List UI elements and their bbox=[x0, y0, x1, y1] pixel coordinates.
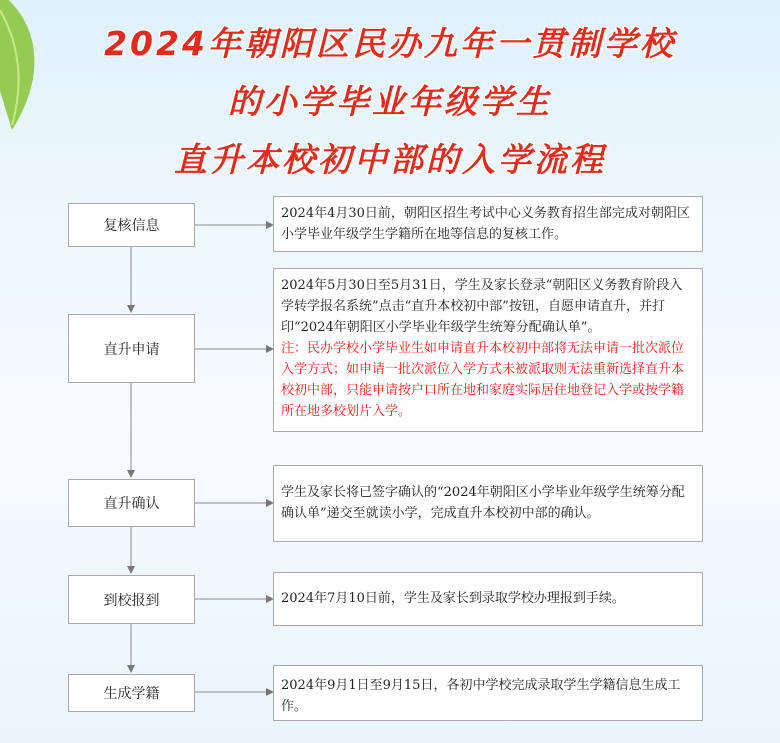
desc-note: 注：民办学校小学毕业生如申请直升本校初中部将无法申请一批次派位入学方式；如申请一批次派位入学方式未被派取则无法重新选择直升本校初中部，只能申请按户口所在地和家庭实际居住地登记入学或按学籍所在地多校划片入学。 bbox=[281, 341, 685, 419]
desc-text: 2024年7月10日前，学生及家长到录取学校办理报到手续。 bbox=[281, 591, 625, 606]
desc-text: 2024年9月1日至9月15日，各初中学校完成录取学生学籍信息生成工作。 bbox=[281, 678, 681, 714]
desc-text: 学生及家长将已签字确认的“2024年朝阳区小学毕业年级学生统筹分配确认单”递交至就读小学，完成直升本校初中部的确认。 bbox=[281, 485, 685, 521]
desc-text: 2024年4月30日前，朝阳区招生考试中心义务教育招生部完成对朝阳区小学毕业年级学生学籍所在地等信息的复核工作。 bbox=[281, 206, 690, 242]
step-label: 生成学籍 bbox=[103, 686, 160, 702]
title-line-1: 2024年朝阳区民办九年一贯制学校 bbox=[104, 24, 676, 63]
title-line-3: 直升本校初中部的入学流程 bbox=[174, 140, 606, 179]
step-label: 到校报到 bbox=[103, 592, 160, 609]
step-box-enroll bbox=[68, 674, 195, 712]
desc-box-confirm bbox=[273, 465, 703, 542]
step-label: 直升申请 bbox=[103, 341, 160, 358]
title-line-2: 的小学毕业年级学生 bbox=[228, 82, 552, 121]
step-box-confirm bbox=[68, 479, 195, 527]
step-box-review bbox=[68, 203, 195, 247]
step-label: 复核信息 bbox=[103, 218, 160, 234]
desc-box-register bbox=[273, 572, 703, 626]
desc-box-enroll bbox=[273, 665, 703, 721]
step-box-apply bbox=[68, 314, 195, 383]
step-label: 直升确认 bbox=[103, 496, 160, 512]
desc-box-review bbox=[273, 196, 703, 252]
desc-box-apply bbox=[273, 268, 703, 432]
desc-text: 2024年5月30日至5月31日，学生及家长登录“朝阳区义务教育阶段入学转学报名系统”点击“直升本校初中部”按钮，自愿申请直升，并打印“2024年朝阳区小学毕业年级学生统筹分配确认单”。 bbox=[281, 278, 683, 335]
step-box-register bbox=[68, 575, 195, 624]
